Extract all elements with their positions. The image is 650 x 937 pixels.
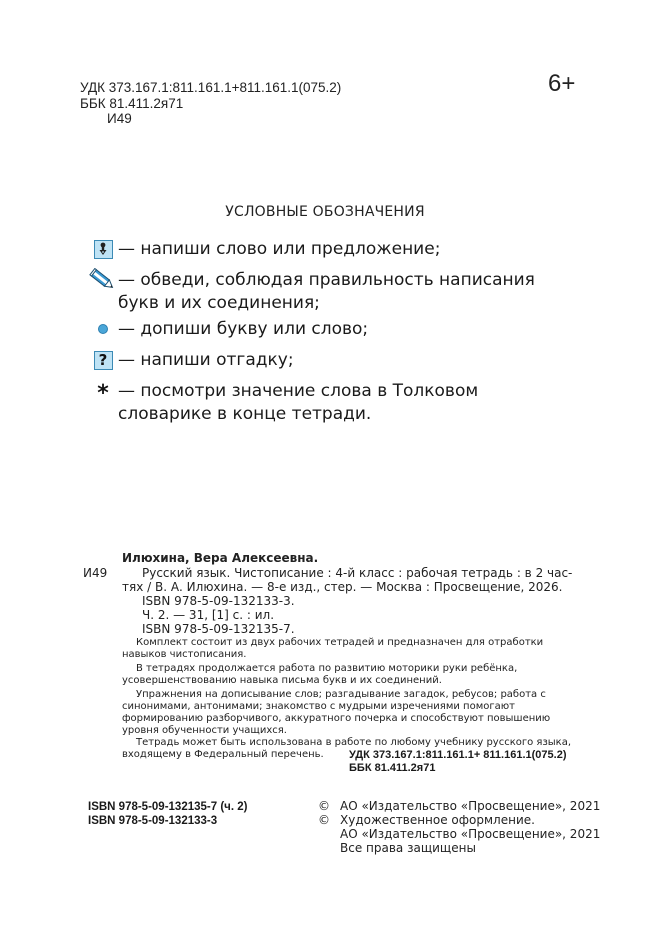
catalog-isbn-set: ISBN 978-5-09-132133-3. bbox=[142, 594, 295, 608]
legend-item-write bbox=[88, 238, 558, 261]
catalog-isbn-part: ISBN 978-5-09-132135-7. bbox=[142, 622, 295, 636]
legend-text: — напиши слово или предложение; bbox=[118, 239, 441, 259]
isbn-part: ISBN 978-5-09-132135-7 (ч. 2) bbox=[88, 801, 248, 813]
catalog-classification bbox=[349, 749, 566, 775]
legend-text: — обведи, соблюдая правильность написания букв и их соединения; bbox=[118, 270, 535, 313]
catalog-title-line1: Русский язык. Чистописание : 4-й класс : рабочая тетрадь : в 2 час- bbox=[142, 566, 573, 580]
legend-text: — напиши отгадку; bbox=[118, 350, 294, 370]
catalog-part: Ч. 2. — 31, [1] с. : ил. bbox=[142, 608, 275, 622]
legend-item-riddle bbox=[88, 349, 558, 372]
udk-code: УДК 373.167.1:811.161.1+811.161.1(075.2) bbox=[80, 80, 342, 95]
legend-title: УСЛОВНЫЕ ОБОЗНАЧЕНИЯ bbox=[225, 204, 425, 220]
copyright-design: Художественное оформление. bbox=[340, 813, 535, 827]
catalog-author: Илюхина, Вера Алексеевна. bbox=[122, 551, 319, 565]
copyright-publisher: АО «Издательство «Просвещение», 2021 bbox=[340, 799, 601, 813]
header-classification bbox=[80, 80, 341, 127]
isbn-set: ISBN 978-5-09-132133-3 bbox=[88, 815, 218, 827]
annotation-paragraph: Комплект состоит из двух рабочих тетрадей и предназначен для отработки навыков чистописания. bbox=[122, 637, 544, 660]
copyright-design-publisher: АО «Издательство «Просвещение», 2021 bbox=[340, 827, 601, 841]
author-code: И49 bbox=[107, 111, 132, 126]
legend-item-dictionary bbox=[88, 380, 558, 426]
annotation-paragraph: Упражнения на дописывание слов; разгадывание загадок, ребусов; работа с синонимами, антонимами; знакомство с мудрыми изречениями помогают формированию разборчивого, аккуратного почерка и способствуют повышению уровня обученности учащихся. bbox=[122, 689, 551, 736]
copyright-symbol: © bbox=[318, 813, 330, 827]
copyright-symbol: © bbox=[318, 799, 330, 813]
catalog-title-line2: тях / В. А. Илюхина. — 8-е изд., стер. — Москва : Просвещение, 2026. bbox=[122, 580, 563, 594]
legend-item-trace bbox=[88, 269, 558, 315]
pen-nib-box-icon bbox=[94, 240, 113, 259]
catalog-code: И49 bbox=[83, 566, 108, 580]
footer-isbn bbox=[88, 800, 247, 828]
question-box-icon: ? bbox=[94, 351, 113, 370]
legend-text: — допиши букву или слово; bbox=[118, 319, 369, 339]
asterisk-icon: * bbox=[97, 381, 109, 406]
age-rating: 6+ bbox=[548, 70, 576, 97]
copyright-block bbox=[318, 799, 600, 855]
catalog-annotation bbox=[122, 637, 572, 761]
catalog-udk: УДК 373.167.1:811.161.1+ 811.161.1(075.2) bbox=[349, 749, 567, 761]
annotation-paragraph: Тетрадь может быть использована в работе по любому учебнику русского языка, входящему в Федеральный перечень. bbox=[122, 737, 571, 760]
dot-icon bbox=[98, 324, 108, 334]
catalog-bbk: ББК 81.411.2я71 bbox=[349, 762, 436, 774]
annotation-paragraph: В тетрадях продолжается работа по развитию моторики руки ребёнка, усовершенствованию навыка письма букв и их соединений. bbox=[122, 663, 518, 686]
legend-text: — посмотри значение слова в Толковом словарике в конце тетради. bbox=[118, 381, 479, 424]
bbk-code: ББК 81.411.2я71 bbox=[80, 95, 184, 111]
pencil-icon bbox=[89, 268, 117, 292]
rights-reserved: Все права защищены bbox=[340, 841, 476, 855]
legend-item-complete bbox=[88, 318, 558, 341]
